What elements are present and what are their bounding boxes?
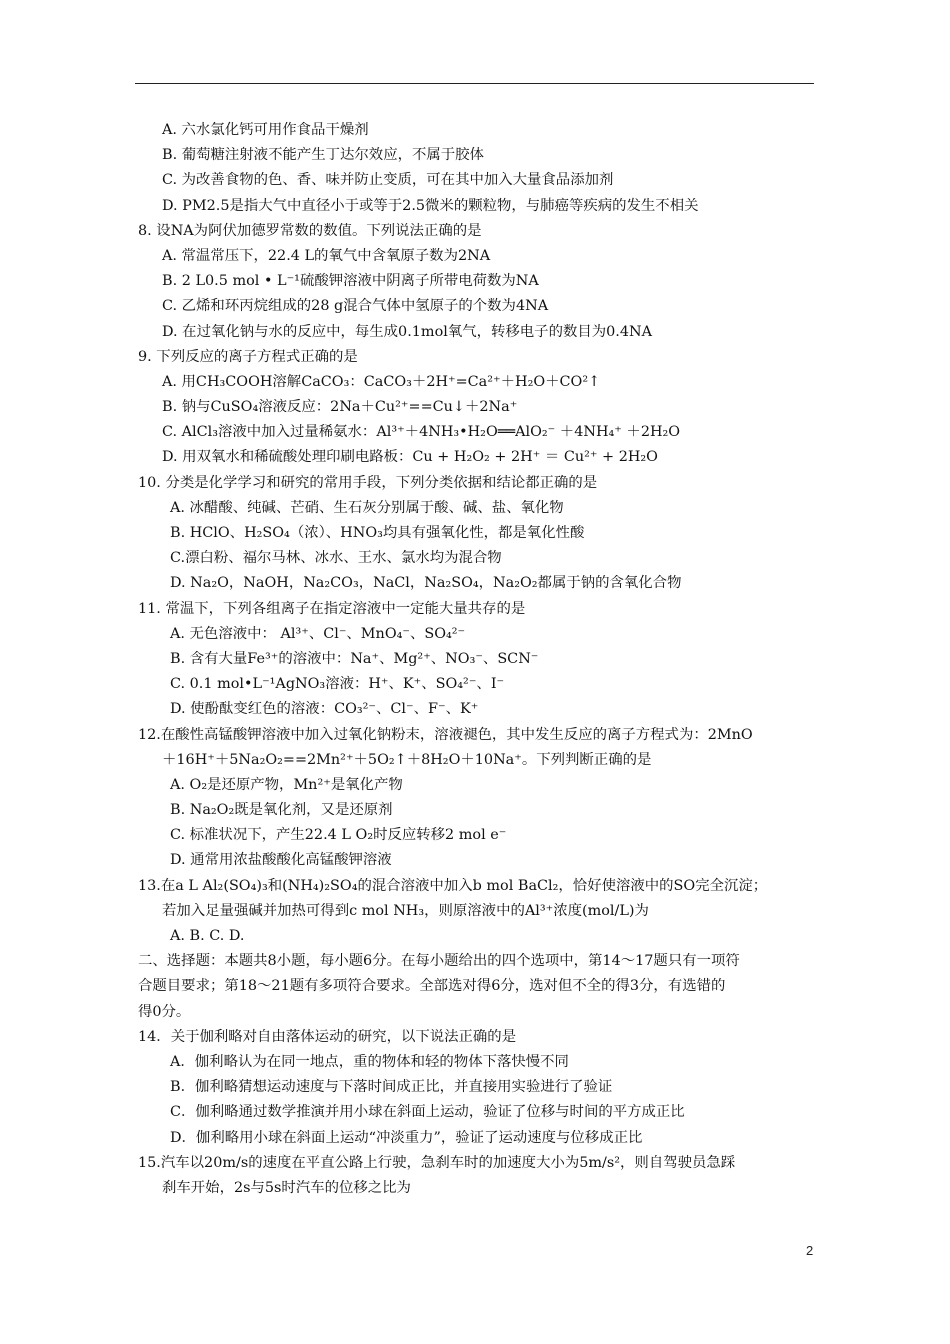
text-line: 9. 下列反应的离子方程式正确的是 (138, 348, 358, 365)
text-line: 10. 分类是化学学习和研究的常用手段，下列分类依据和结论都正确的是 (138, 474, 598, 491)
text-line: 合题目要求；第18～21题有多项符合要求。全部选对得6分，选对但不全的得3分，有选错的 (138, 978, 726, 995)
text-line: 刹车开始，2s与5s时汽车的位移之比为 (162, 1179, 411, 1196)
text-line: C.漂白粉、福尔马林、冰水、王水、氯水均为混合物 (170, 550, 502, 567)
text-line: A. B. C. D. (170, 928, 245, 944)
page-number: 2 (806, 1243, 814, 1258)
text-line: 二、选择题：本题共8小题，每小题6分。在每小题给出的四个选项中，第14～17题只有一项符 (138, 953, 740, 970)
text-line: 13.在a L Al₂(SO₄)₃和(NH₄)₂SO₄的混合溶液中加入b mol BaCl₂，恰好使溶液中的SO完全沉淀； (138, 877, 768, 894)
text-line: A. 六水氯化钙可用作食品干燥剂 (162, 122, 369, 138)
text-line: D. PM2.5是指大气中直径小于或等于2.5微米的颗粒物，与肺癌等疾病的发生不相关 (162, 197, 699, 214)
text-line: 11. 常温下，下列各组离子在指定溶液中一定能大量共存的是 (138, 600, 526, 617)
text-line: 15.汽车以20m/s的速度在平直公路上行驶，急刹车时的加速度大小为5m/s²，则自驾驶员急踩 (138, 1154, 736, 1171)
text-line: C. 标准状况下，产生22.4 L O₂时反应转移2 mol e⁻ (170, 827, 507, 844)
text-line: B. 2 L0.5 mol • L⁻¹硫酸钾溶液中阴离子所带电荷数为NA (162, 273, 539, 290)
text-line: C．伽利略通过数学推演并用小球在斜面上运动，验证了位移与时间的平方成正比 (170, 1104, 685, 1121)
text-line: 14．关于伽利略对自由落体运动的研究，以下说法正确的是 (138, 1028, 517, 1045)
text-line: A. O₂是还原产物，Mn²⁺是氧化产物 (170, 776, 403, 793)
text-line: C. 0.1 mol•L⁻¹AgNO₃溶液：H⁺、K⁺、SO₄²⁻、I⁻ (170, 676, 505, 693)
header-rule (135, 83, 814, 84)
text-line: C. 乙烯和环丙烷组成的28 g混合气体中氢原子的个数为4NA (162, 298, 549, 315)
text-line: B. 钠与CuSO₄溶液反应：2Na＋Cu²⁺==Cu↓＋2Na⁺ (162, 399, 518, 416)
document-body (138, 118, 828, 1201)
text-line: 得0分。 (138, 1003, 191, 1020)
text-line: D．伽利略用小球在斜面上运动“冲淡重力”，验证了运动速度与位移成正比 (170, 1129, 643, 1146)
text-line: A. 常温常压下，22.4 L的氧气中含氧原子数为2NA (162, 247, 491, 264)
text-line: D. Na₂O，NaOH，Na₂CO₃，NaCl，Na₂SO₄，Na₂O₂都属于钠的含氧化合物 (170, 575, 682, 592)
text-line: D. 使酚酞变红色的溶液：CO₃²⁻、Cl⁻、F⁻、K⁺ (170, 701, 479, 718)
text-line: ＋16H⁺＋5Na₂O₂==2Mn²⁺＋5O₂↑＋8H₂O＋10Na⁺。下列判断正确的是 (162, 751, 652, 768)
text-line: B. 含有大量Fe³⁺的溶液中：Na⁺、Mg²⁺、NO₃⁻、SCN⁻ (170, 650, 539, 667)
text-line: B. Na₂O₂既是氧化剂，又是还原剂 (170, 802, 393, 819)
text-line: D. 通常用浓盐酸酸化高锰酸钾溶液 (170, 852, 392, 869)
text-line: A. 用CH₃COOH溶解CaCO₃：CaCO₃＋2H⁺=Ca²⁺＋H₂O＋CO²↑ (162, 373, 601, 390)
text-line: D. 在过氧化钠与水的反应中，每生成0.1mol氧气，转移电子的数目为0.4NA (162, 323, 652, 340)
text-line: C. AlCl₃溶液中加入过量稀氨水：Al³⁺＋4NH₃•H₂O══AlO₂⁻ ＋4NH₄⁺ ＋2H₂O (162, 424, 681, 441)
text-line: 12.在酸性高锰酸钾溶液中加入过氧化钠粉末，溶液褪色，其中发生反应的离子方程式为：2MnO (138, 726, 753, 743)
text-line: A．伽利略认为在同一地点，重的物体和轻的物体下落快慢不同 (170, 1053, 569, 1070)
text-line: A. 冰醋酸、纯碱、芒硝、生石灰分别属于酸、碱、盐、氧化物 (170, 499, 564, 516)
text-line: 8. 设NA为阿伏加德罗常数的数值。下列说法正确的是 (138, 222, 482, 239)
text-line: C. 为改善食物的色、香、味并防止变质，可在其中加入大量食品添加剂 (162, 172, 614, 189)
text-line: D. 用双氧水和稀硫酸处理印刷电路板：Cu + H₂O₂ + 2H⁺ ＝ Cu²⁺ + 2H₂O (162, 449, 658, 466)
text-line: B. 葡萄糖注射液不能产生丁达尔效应，不属于胶体 (162, 147, 484, 164)
text-line: B. HClO、H₂SO₄（浓）、HNO₃均具有强氧化性，都是氧化性酸 (170, 525, 585, 541)
text-line: A. 无色溶液中： Al³⁺、Cl⁻、MnO₄⁻、SO₄²⁻ (170, 625, 466, 642)
text-line: B．伽利略猜想运动速度与下落时间成正比，并直接用实验进行了验证 (170, 1079, 613, 1096)
text-line: 若加入足量强碱并加热可得到c mol NH₃，则原溶液中的Al³⁺浓度(mol/L)为 (162, 902, 649, 919)
